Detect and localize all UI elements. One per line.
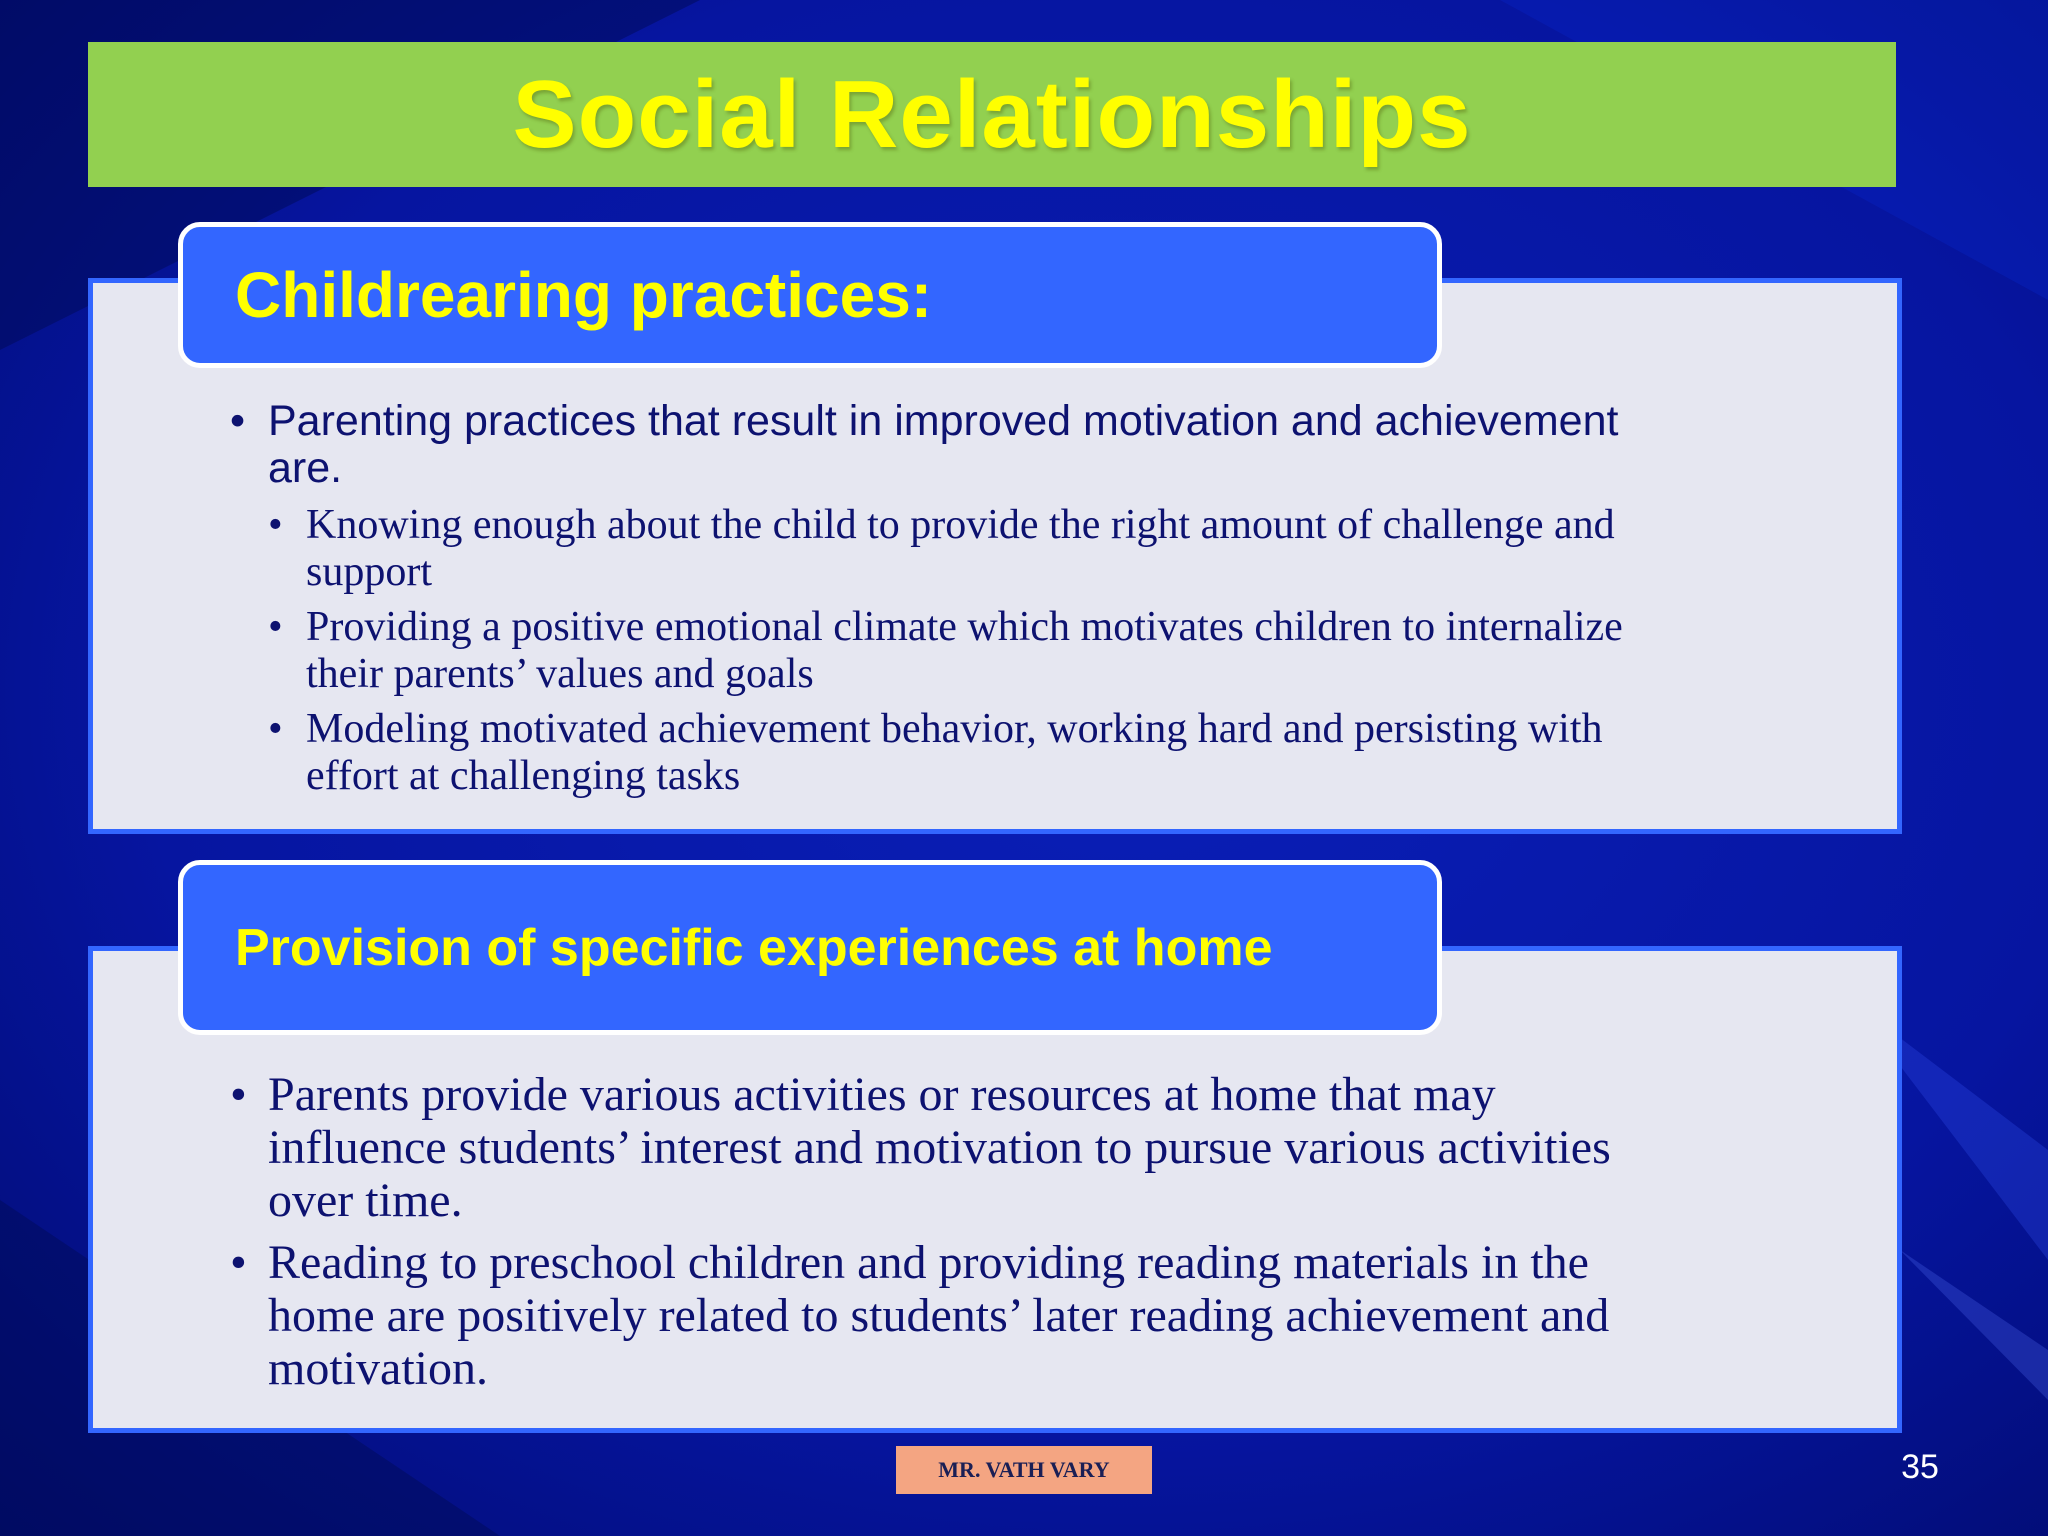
bullet-glyph: • [230, 1068, 247, 1121]
bullet-line-1: Reading to preschool children and providing reading materials in the [268, 1236, 1589, 1289]
sub-bullet-line-1: Providing a positive emotional climate which motivates children to internalize [306, 604, 1623, 650]
title-banner [88, 42, 1896, 187]
main-bullet-line-2: are. [268, 444, 343, 492]
sub-bullet-line-1: Modeling motivated achievement behavior, working hard and persisting with [306, 706, 1603, 752]
home-experiences-bullet [230, 1068, 1748, 1227]
author-name: MR. VATH VARY [938, 1457, 1110, 1482]
childrearing-sub-bullet [268, 502, 1786, 596]
home-experiences-heading-tab [178, 860, 1442, 1035]
slide-title: Social Relationships [512, 60, 1472, 168]
bullet-glyph: • [230, 397, 246, 445]
childrearing-sub-bullet [268, 706, 1786, 800]
bullet-glyph: • [268, 706, 283, 752]
childrearing-heading: Childrearing practices: [235, 259, 933, 331]
sub-bullet-line-2: support [306, 549, 432, 595]
page-number: 35 [1901, 1448, 1939, 1486]
bullet-line-2: home are positively related to students’ later reading achievement and [268, 1289, 1610, 1342]
bullet-glyph: • [230, 1236, 247, 1289]
bullet-line-2: influence students’ interest and motivation to pursue various activities [268, 1121, 1611, 1174]
bullet-line-3: motivation. [268, 1342, 488, 1395]
bullet-glyph: • [268, 502, 283, 548]
childrearing-main-bullet [230, 397, 1748, 492]
home-experiences-heading: Provision of specific experiences at home [235, 918, 1273, 977]
childrearing-sub-bullet [268, 604, 1786, 698]
bullet-line-1: Parents provide various activities or resources at home that may [268, 1068, 1496, 1121]
sub-bullet-line-2: effort at challenging tasks [306, 753, 741, 799]
home-experiences-bullet [230, 1236, 1748, 1395]
bullet-glyph: • [268, 604, 283, 650]
main-bullet-line-1: Parenting practices that result in improved motivation and achievement [268, 397, 1619, 445]
childrearing-heading-tab [178, 222, 1442, 368]
author-footer [896, 1446, 1152, 1494]
sub-bullet-line-1: Knowing enough about the child to provide the right amount of challenge and [306, 502, 1615, 548]
sub-bullet-line-2: their parents’ values and goals [306, 651, 814, 697]
bullet-line-3: over time. [268, 1174, 463, 1227]
